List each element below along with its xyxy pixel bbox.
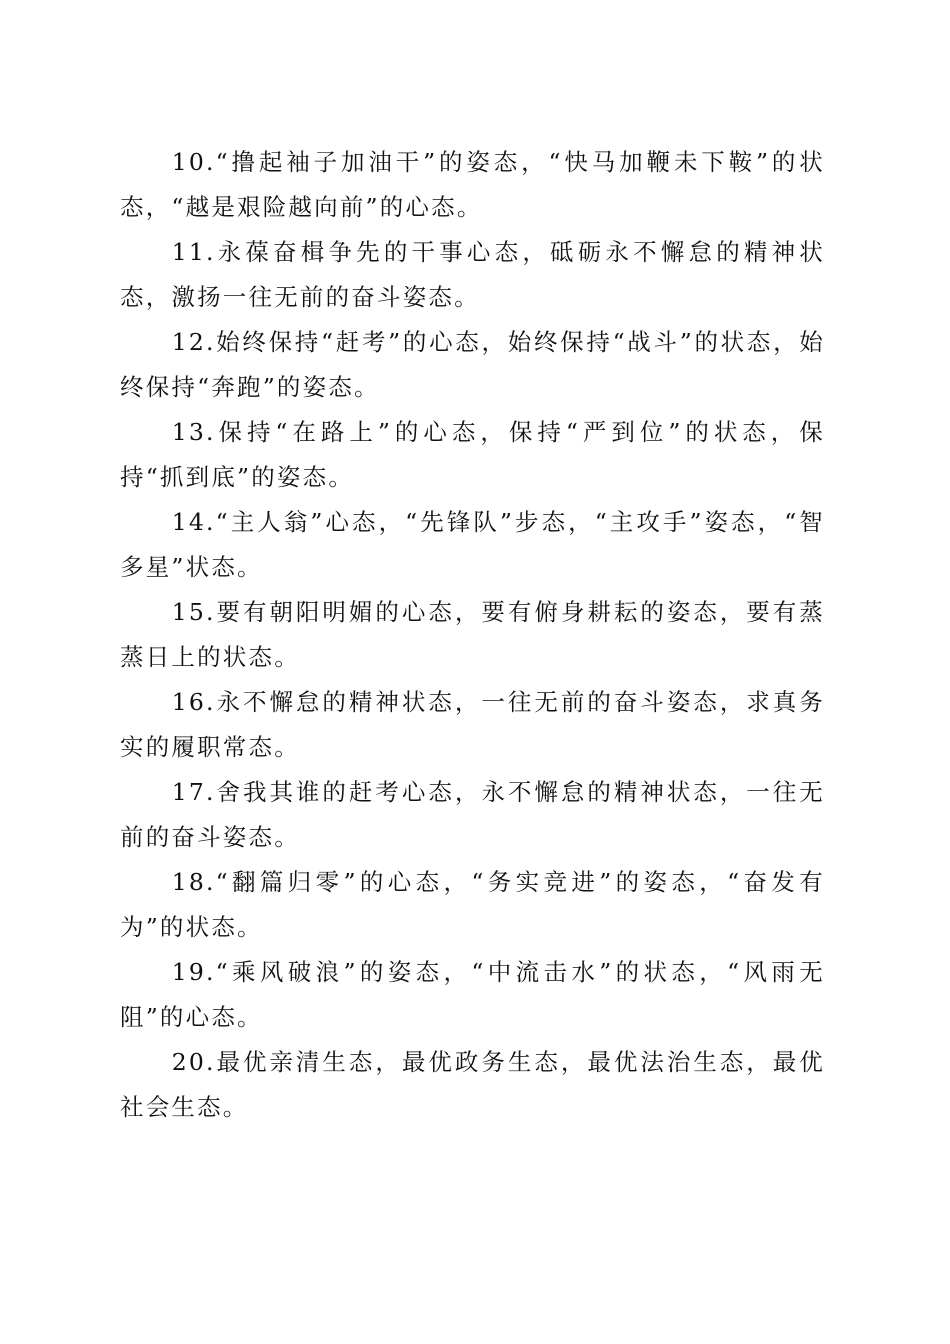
document-body bbox=[120, 140, 825, 1130]
list-item-16: 16.永不懈怠的精神状态，一往无前的奋斗姿态，求真务实的履职常态。 bbox=[120, 688, 825, 761]
list-item-14: 14.“主人翁”心态，“先锋队”步态，“主攻手”姿态，“智多星”状态。 bbox=[120, 508, 825, 581]
list-item-20: 20.最优亲清生态，最优政务生态，最优法治生态，最优社会生态。 bbox=[120, 1048, 825, 1121]
list-item-15: 15.要有朝阳明媚的心态，要有俯身耕耘的姿态，要有蒸蒸日上的状态。 bbox=[120, 598, 825, 671]
list-item-19: 19.“乘风破浪”的姿态，“中流击水”的状态，“风雨无阻”的心态。 bbox=[120, 958, 825, 1031]
list-item-12: 12.始终保持“赶考”的心态，始终保持“战斗”的状态，始终保持“奔跑”的姿态。 bbox=[120, 328, 825, 401]
list-item-10: 10.“撸起袖子加油干”的姿态，“快马加鞭未下鞍”的状态，“越是艰险越向前”的心态。 bbox=[120, 148, 825, 221]
list-item-18: 18.“翻篇归零”的心态，“务实竞进”的姿态，“奋发有为”的状态。 bbox=[120, 868, 825, 941]
list-item-17: 17.舍我其谁的赶考心态，永不懈怠的精神状态，一往无前的奋斗姿态。 bbox=[120, 778, 825, 851]
list-item-13: 13.保持“在路上”的心态，保持“严到位”的状态，保持“抓到底”的姿态。 bbox=[120, 418, 825, 491]
list-item-11: 11.永葆奋楫争先的干事心态，砥砺永不懈怠的精神状态，激扬一往无前的奋斗姿态。 bbox=[120, 238, 825, 311]
